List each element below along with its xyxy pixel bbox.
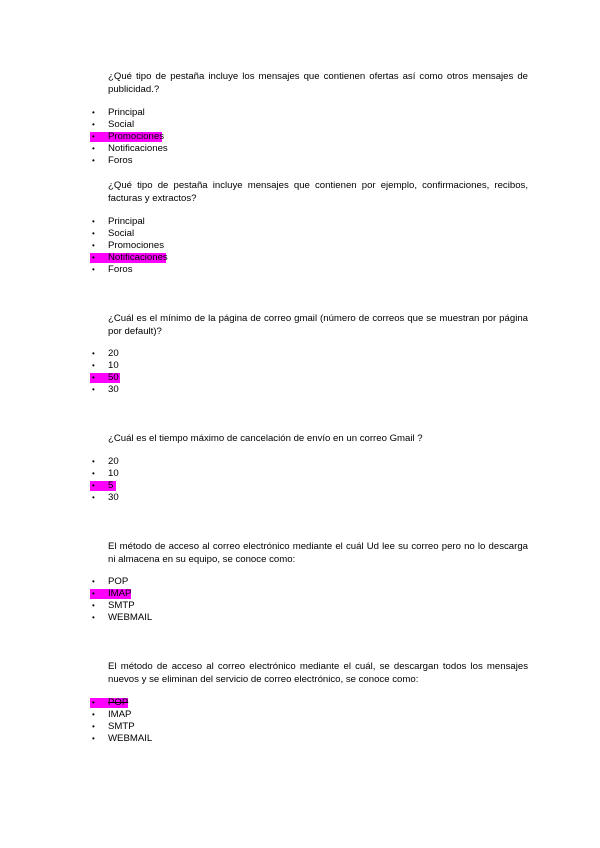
option-label: Notificaciones [108, 143, 168, 154]
option-label: IMAP [108, 709, 132, 720]
option-label: 10 [108, 360, 119, 371]
bullet: • [92, 385, 95, 394]
bullet: • [92, 265, 95, 274]
bullet: • [92, 601, 95, 610]
option-label: IMAP [108, 588, 132, 599]
option-label: Principal [108, 107, 145, 118]
bullet: • [92, 577, 95, 586]
option-label: 20 [108, 456, 119, 467]
question-1-text: ¿Qué tipo de pestaña incluye los mensajes que contienen ofertas así como otros mensajes de publicidad.? [108, 71, 528, 95]
option-label: Social [108, 228, 135, 239]
question-5-text: El método de acceso al correo electrónico mediante el cuál Ud lee su correo pero no lo descarga ni almacena en su equipo, se conoce como: [108, 541, 528, 565]
bullet: • [92, 349, 95, 358]
bullet: • [92, 613, 95, 622]
bullet: • [92, 156, 95, 165]
option-label: SMTP [108, 721, 135, 732]
bullet: • [92, 373, 95, 382]
bullet: • [92, 229, 95, 238]
bullet: • [92, 698, 95, 707]
option-label: POP [108, 697, 129, 708]
option-label: 30 [108, 492, 119, 503]
option-label: WEBMAIL [108, 733, 153, 744]
option-label: Foros [108, 264, 133, 275]
option-label: SMTP [108, 600, 135, 611]
bullet: • [92, 469, 95, 478]
bullet: • [92, 481, 95, 490]
option-label: 10 [108, 468, 119, 479]
option-label: POP [108, 576, 129, 587]
bullet: • [92, 710, 95, 719]
bullet: • [92, 457, 95, 466]
option-label: Notificaciones [108, 252, 168, 263]
question-2-text: ¿Qué tipo de pestaña incluye mensajes que contienen por ejemplo, confirmaciones, recibos, facturas y extractos? [108, 180, 528, 204]
question-6-text: El método de acceso al correo electrónico mediante el cuál, se descargan todos los mensajes nuevos y se eliminan del servicio de correo electrónico, se conoce como: [108, 661, 528, 685]
option-label: 50 [108, 372, 119, 383]
question-4-text: ¿Cuál es el tiempo máximo de cancelación de envío en un correo Gmail ? [108, 433, 423, 444]
option-label: WEBMAIL [108, 612, 153, 623]
bullet: • [92, 253, 95, 262]
option-label: Promociones [108, 240, 164, 251]
option-label: 20 [108, 348, 119, 359]
option-label: Principal [108, 216, 145, 227]
bullet: • [92, 217, 95, 226]
bullet: • [92, 722, 95, 731]
bullet: • [92, 361, 95, 370]
option-label: 30 [108, 384, 119, 395]
bullet: • [92, 493, 95, 502]
bullet: • [92, 241, 95, 250]
option-label: 5 [108, 480, 114, 491]
bullet: • [92, 589, 95, 598]
bullet: • [92, 132, 95, 141]
bullet: • [92, 120, 95, 129]
bullet: • [92, 144, 95, 153]
option-label: Social [108, 119, 135, 130]
question-3-text: ¿Cuál es el mínimo de la página de correo gmail (número de correos que se muestran por página por default)? [108, 313, 528, 337]
bullet: • [92, 734, 95, 743]
bullet: • [92, 108, 95, 117]
option-label: Foros [108, 155, 133, 166]
option-label: Promociones [108, 131, 164, 142]
